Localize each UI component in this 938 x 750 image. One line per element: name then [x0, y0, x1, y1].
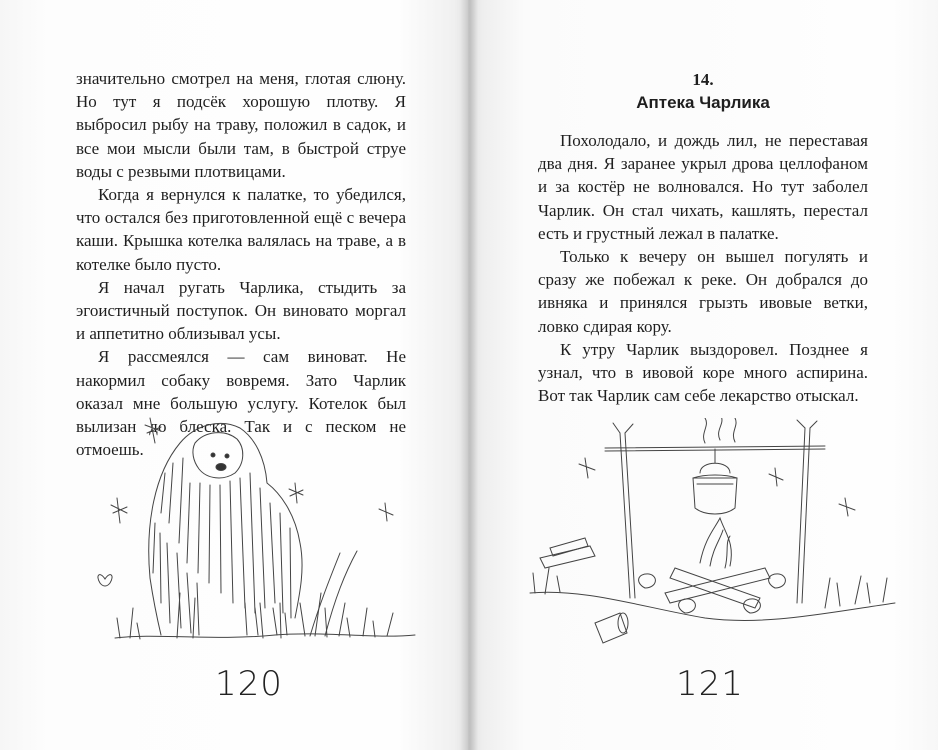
left-paragraph-1: значительно смотрел на меня, глотая слюну. Но тут я подсёк хорошую плотву. Я выбросил рыбу на траву, положил в садок, и все мои мысли были там, в быстрой струе воды с резвыми плотвицами.	[76, 69, 406, 181]
left-paragraph-2: Когда я вернулся к палатке, то убедился, что остался без приготовленной ещё с вечера каши. Крышка котелка валялась на траве, а в котелке было пусто.	[76, 185, 406, 274]
book-gutter	[460, 0, 478, 750]
right-paragraph-2: Только к вечеру он вышел погулять и сразу же побежал к реке. Он добрался до ивняка и принялся грызть ивовые ветки, ловко сдирая кору.	[538, 247, 868, 336]
campfire-pot-icon	[525, 418, 900, 658]
campfire-illustration	[525, 418, 900, 658]
chapter-title: Аптека Чарлика	[636, 93, 770, 112]
right-paragraph-3: К утру Чарлик выздоровел. Позднее я узнал, что в ивовой коре много аспирина. Вот так Чарлик сам себе лекарство отыскал.	[538, 339, 868, 406]
shaggy-dog-icon	[95, 403, 425, 653]
right-paragraph-1: Похолодало, и дождь лил, не переставая два дня. Я заранее укрыл дрова целлофаном и за костёр не волновался. Но тут заболел Чарлик. Он стал чихать, кашлять, перестал есть и грустный лежал в палатке.	[538, 131, 868, 243]
left-paragraph-3: Я начал ругать Чарлика, стыдить за эгоистичный поступок. Он виновато моргал и аппетитно облизывал усы.	[76, 277, 406, 344]
shaggy-dog-illustration	[95, 403, 425, 653]
right-page-text	[538, 129, 868, 407]
left-paragraph-4: Я рассмеялся — сам виноват. Не накормил собаку вовремя. Зато Чарлик оказал мне большую услугу. Котелок был вылизан до блеска. Так и с песком не отмоешь.	[76, 347, 406, 460]
chapter-number: 14.	[692, 70, 714, 89]
left-page-number: 120	[215, 664, 283, 704]
right-page-number: 121	[676, 664, 744, 704]
